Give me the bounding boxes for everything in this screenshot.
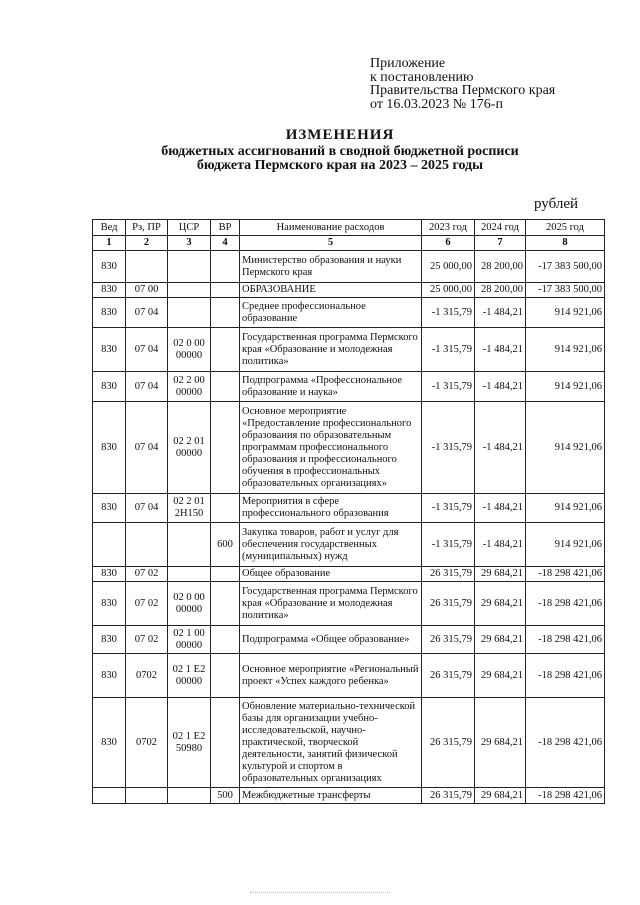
cell-target-article: 02 2 01 00000	[168, 402, 211, 494]
column-header: Вед	[93, 220, 126, 236]
cell-expense-type	[211, 328, 240, 372]
cell-amount-2024: 29 684,21	[475, 567, 526, 582]
cell-expense-type	[211, 251, 240, 283]
cell-target-article: 02 2 00 00000	[168, 372, 211, 402]
subtitle-line-2: бюджета Пермского края на 2023 – 2025 годы	[196, 158, 484, 173]
cell-amount-2025: -18 298 421,06	[526, 788, 605, 804]
cell-amount-2023: 26 315,79	[422, 698, 475, 788]
column-number: 5	[240, 236, 422, 251]
table-row	[93, 582, 605, 626]
table-row	[93, 494, 605, 523]
cell-expense-type	[211, 567, 240, 582]
document-subtitle	[0, 145, 640, 173]
cell-expense-name: Основное мероприятие «Предоставление профессионального образования по образовательным программам профессионального образования и профессионального обучения в профессиональных образовательных организациях»	[240, 402, 422, 494]
cell-section: 07 02	[126, 567, 168, 582]
column-header: 2025 год	[526, 220, 605, 236]
cell-section: 07 04	[126, 328, 168, 372]
cell-amount-2025: 914 921,06	[526, 372, 605, 402]
cell-section: 07 04	[126, 372, 168, 402]
cell-amount-2025: 914 921,06	[526, 328, 605, 372]
table-body	[93, 251, 605, 804]
cell-ved: 830	[93, 283, 126, 298]
cell-section: 07 04	[126, 298, 168, 328]
cell-amount-2024: -1 484,21	[475, 298, 526, 328]
cell-expense-type	[211, 372, 240, 402]
cell-expense-type	[211, 654, 240, 698]
cell-amount-2023: 26 315,79	[422, 788, 475, 804]
column-header: Наименование расходов	[240, 220, 422, 236]
document-title: ИЗМЕНЕНИЯ	[285, 127, 395, 143]
cell-expense-name: Мероприятия в сфере профессионального образования	[240, 494, 422, 523]
cell-expense-name: Межбюджетные трансферты	[240, 788, 422, 804]
cell-expense-type	[211, 402, 240, 494]
cell-expense-name: ОБРАЗОВАНИЕ	[240, 283, 422, 298]
table-row	[93, 402, 605, 494]
cell-amount-2025: -18 298 421,06	[526, 582, 605, 626]
cell-target-article	[168, 283, 211, 298]
cell-section	[126, 788, 168, 804]
subtitle-line-1: бюджетных ассигнований в сводной бюджетной росписи	[161, 144, 519, 159]
cell-amount-2023: -1 315,79	[422, 328, 475, 372]
cell-expense-name: Государственная программа Пермского края «Образование и молодежная политика»	[240, 328, 422, 372]
column-header: 2024 год	[475, 220, 526, 236]
cell-amount-2024: -1 484,21	[475, 494, 526, 523]
column-number: 1	[93, 236, 126, 251]
cell-target-article	[168, 251, 211, 283]
cell-target-article: 02 0 00 00000	[168, 328, 211, 372]
cell-amount-2025: 914 921,06	[526, 402, 605, 494]
cell-amount-2023: 26 315,79	[422, 654, 475, 698]
cell-ved: 830	[93, 654, 126, 698]
cell-ved: 830	[93, 298, 126, 328]
column-number: 7	[475, 236, 526, 251]
cell-ved: 830	[93, 494, 126, 523]
cell-amount-2025: -17 383 500,00	[526, 283, 605, 298]
column-header: ВР	[211, 220, 240, 236]
cell-expense-name: Подпрограмма «Общее образование»	[240, 626, 422, 654]
budget-table	[92, 219, 605, 804]
table-column-numbers-row	[93, 236, 605, 251]
cell-section: 0702	[126, 698, 168, 788]
table-row	[93, 372, 605, 402]
cell-amount-2024: 28 200,00	[475, 251, 526, 283]
cell-expense-type	[211, 582, 240, 626]
cell-section: 07 04	[126, 494, 168, 523]
cell-ved: 830	[93, 698, 126, 788]
table-row	[93, 328, 605, 372]
cell-expense-name: Подпрограмма «Профессиональное образование и наука»	[240, 372, 422, 402]
cell-amount-2024: 29 684,21	[475, 626, 526, 654]
cell-expense-type	[211, 298, 240, 328]
cell-amount-2023: 25 000,00	[422, 283, 475, 298]
cell-ved: 830	[93, 567, 126, 582]
cell-target-article: 02 1 Е2 50980	[168, 698, 211, 788]
cell-target-article: 02 0 00 00000	[168, 582, 211, 626]
cell-ved: 830	[93, 372, 126, 402]
cell-expense-name: Обновление материально-технической базы для организации учебно-исследовательской, научно-практической, творческой деятельности, занятий физической культурой и спортом в образовательных организациях	[240, 698, 422, 788]
cell-expense-name: Государственная программа Пермского края «Образование и молодежная политика»	[240, 582, 422, 626]
column-number: 3	[168, 236, 211, 251]
cell-expense-type	[211, 283, 240, 298]
table-row	[93, 298, 605, 328]
cell-ved	[93, 523, 126, 567]
cell-section: 07 02	[126, 582, 168, 626]
table-row	[93, 698, 605, 788]
cell-expense-name: Министерство образования и науки Пермского края	[240, 251, 422, 283]
cell-amount-2023: -1 315,79	[422, 298, 475, 328]
cell-amount-2023: -1 315,79	[422, 402, 475, 494]
cell-expense-type: 600	[211, 523, 240, 567]
cell-amount-2025: 914 921,06	[526, 494, 605, 523]
cell-amount-2024: -1 484,21	[475, 523, 526, 567]
column-number: 4	[211, 236, 240, 251]
column-header: ЦСР	[168, 220, 211, 236]
cell-target-article	[168, 788, 211, 804]
cell-ved: 830	[93, 626, 126, 654]
footer-artifact	[250, 892, 390, 894]
cell-target-article: 02 2 01 2Н150	[168, 494, 211, 523]
cell-amount-2025: 914 921,06	[526, 298, 605, 328]
cell-target-article: 02 1 00 00000	[168, 626, 211, 654]
appendix-line-3: Правительства Пермского края	[370, 83, 556, 98]
cell-amount-2023: 26 315,79	[422, 626, 475, 654]
column-number: 8	[526, 236, 605, 251]
cell-amount-2023: 26 315,79	[422, 567, 475, 582]
cell-amount-2024: 29 684,21	[475, 698, 526, 788]
cell-expense-type	[211, 698, 240, 788]
cell-section: 07 04	[126, 402, 168, 494]
cell-amount-2025: -18 298 421,06	[526, 698, 605, 788]
cell-amount-2025: -17 383 500,00	[526, 251, 605, 283]
cell-amount-2024: 28 200,00	[475, 283, 526, 298]
cell-amount-2023: 26 315,79	[422, 582, 475, 626]
cell-amount-2025: -18 298 421,06	[526, 626, 605, 654]
cell-expense-name: Общее образование	[240, 567, 422, 582]
column-header: Рз, ПР	[126, 220, 168, 236]
cell-amount-2025: 914 921,06	[526, 523, 605, 567]
cell-amount-2024: 29 684,21	[475, 654, 526, 698]
cell-expense-name: Закупка товаров, работ и услуг для обеспечения государственных (муниципальных) нужд	[240, 523, 422, 567]
column-header: 2023 год	[422, 220, 475, 236]
cell-ved: 830	[93, 328, 126, 372]
appendix-line-2: к постановлению	[370, 69, 474, 85]
cell-ved	[93, 788, 126, 804]
appendix-line-4: от 16.03.2023 № 176-п	[370, 96, 503, 112]
table-row	[93, 283, 605, 298]
cell-expense-type: 500	[211, 788, 240, 804]
cell-amount-2024: -1 484,21	[475, 328, 526, 372]
cell-target-article	[168, 523, 211, 567]
cell-amount-2023: 25 000,00	[422, 251, 475, 283]
cell-amount-2024: -1 484,21	[475, 402, 526, 494]
cell-amount-2023: -1 315,79	[422, 523, 475, 567]
cell-expense-name: Среднее профессиональное образование	[240, 298, 422, 328]
cell-target-article	[168, 298, 211, 328]
column-number: 2	[126, 236, 168, 251]
cell-amount-2024: 29 684,21	[475, 788, 526, 804]
cell-expense-name: Основное мероприятие «Региональный проект «Успех каждого ребенка»	[240, 654, 422, 698]
table-row	[93, 626, 605, 654]
cell-amount-2024: 29 684,21	[475, 582, 526, 626]
cell-amount-2023: -1 315,79	[422, 372, 475, 402]
cell-section: 0702	[126, 654, 168, 698]
cell-ved: 830	[93, 582, 126, 626]
cell-amount-2024: -1 484,21	[475, 372, 526, 402]
cell-ved: 830	[93, 402, 126, 494]
cell-target-article: 02 1 Е2 00000	[168, 654, 211, 698]
cell-section	[126, 251, 168, 283]
currency-unit: рублей	[534, 196, 579, 212]
appendix-header	[370, 57, 630, 111]
table-row	[93, 654, 605, 698]
table-row	[93, 523, 605, 567]
column-number: 6	[422, 236, 475, 251]
cell-section: 07 00	[126, 283, 168, 298]
cell-expense-type	[211, 626, 240, 654]
appendix-line-1: Приложение	[370, 56, 446, 71]
cell-expense-type	[211, 494, 240, 523]
cell-amount-2025: -18 298 421,06	[526, 567, 605, 582]
cell-section	[126, 523, 168, 567]
table-row	[93, 788, 605, 804]
cell-ved: 830	[93, 251, 126, 283]
cell-amount-2023: -1 315,79	[422, 494, 475, 523]
cell-section: 07 02	[126, 626, 168, 654]
cell-amount-2025: -18 298 421,06	[526, 654, 605, 698]
table-header-row	[93, 220, 605, 236]
table-row	[93, 251, 605, 283]
table-row	[93, 567, 605, 582]
cell-target-article	[168, 567, 211, 582]
